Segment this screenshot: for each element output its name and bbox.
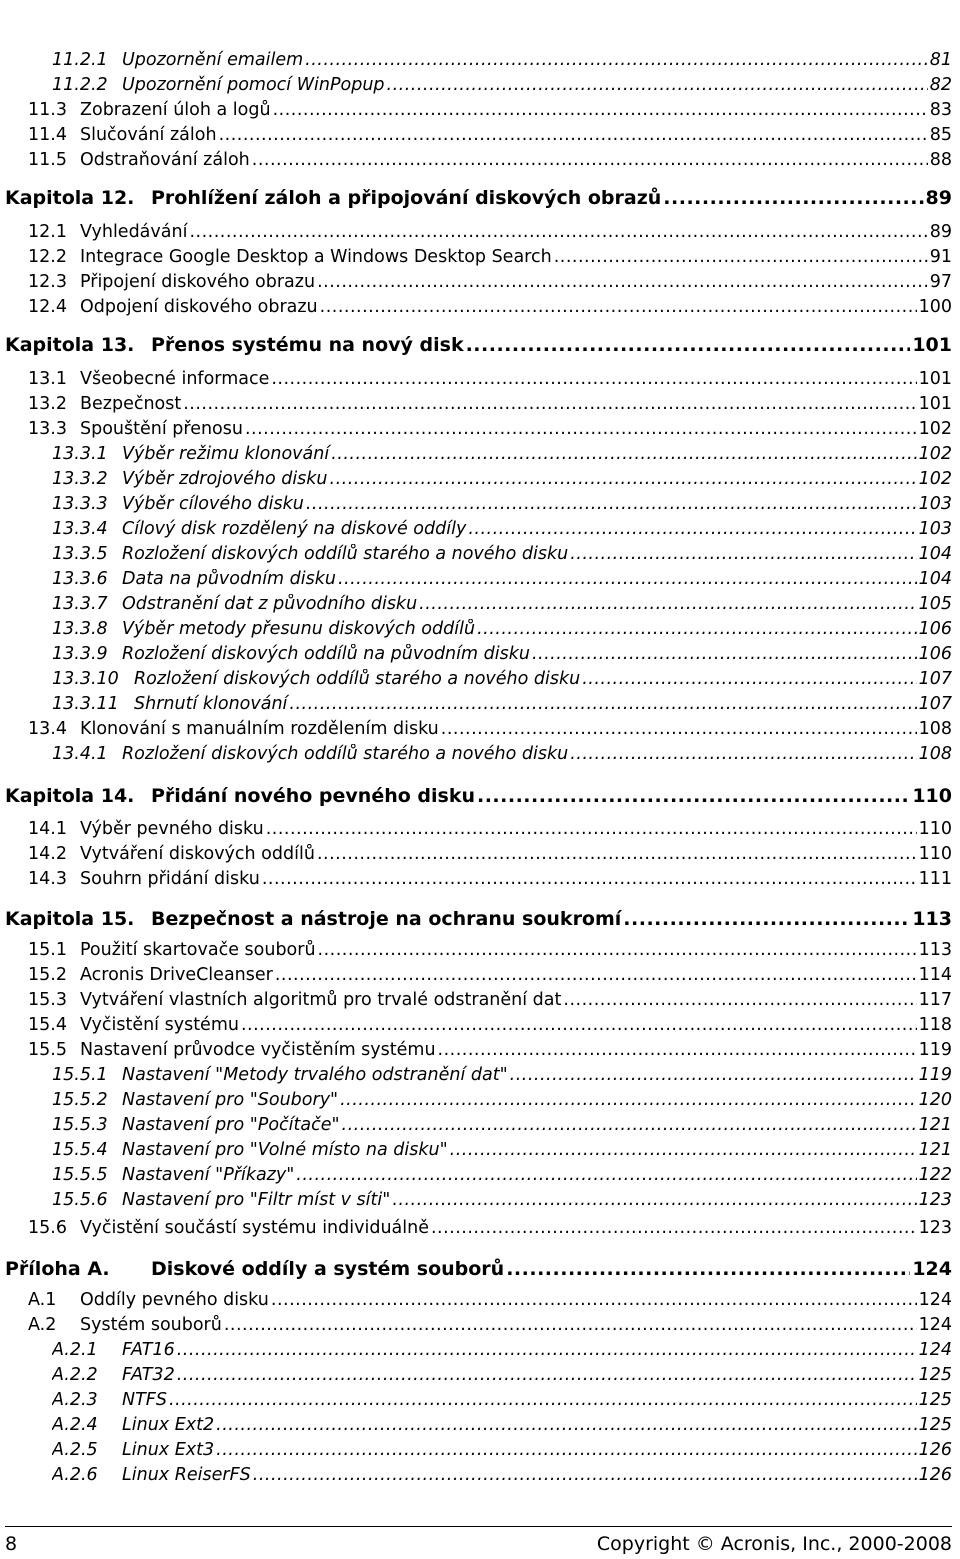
toc-entry-page: 103	[918, 519, 952, 539]
toc-entry-title: Linux Ext3	[122, 1440, 215, 1460]
toc-entry[interactable]	[28, 869, 952, 893]
toc-entry-number: 11.2.2	[52, 75, 108, 95]
toc-entry-title: Odpojení diskového obrazu	[80, 297, 318, 317]
toc-entry[interactable]	[52, 75, 952, 99]
toc-entry[interactable]	[52, 694, 952, 718]
toc-entry-page: 126	[918, 1465, 952, 1485]
toc-entry-page: 117	[918, 990, 952, 1010]
toc-entry-title: Přenos systému na nový disk	[151, 334, 464, 356]
toc-entry-page: 120	[918, 1090, 952, 1110]
toc-dot-leader	[338, 569, 917, 589]
toc-entry[interactable]	[28, 369, 952, 393]
toc-entry[interactable]	[52, 519, 952, 543]
toc-entry-title: Vytváření diskových oddílů	[80, 844, 315, 864]
toc-dot-leader	[623, 908, 910, 930]
toc-entry-number: A.2	[28, 1315, 57, 1335]
toc-entry-title: Prohlížení záloh a připojování diskových obrazů	[151, 187, 662, 209]
toc-dot-leader	[318, 940, 917, 960]
toc-entry-number: 15.6	[28, 1218, 67, 1238]
toc-dot-leader	[275, 965, 917, 985]
toc-entry[interactable]	[52, 444, 952, 468]
toc-entry-title: Odstraňování záloh	[80, 150, 250, 170]
toc-chapter[interactable]	[5, 334, 952, 360]
toc-chapter[interactable]	[5, 908, 952, 934]
toc-entry-page: 101	[918, 369, 952, 389]
toc-entry-number: 15.5	[28, 1040, 67, 1060]
toc-entry-number: 11.4	[28, 125, 67, 145]
toc-entry-title: Rozložení diskových oddílů na původním disku	[122, 644, 530, 664]
toc-entry-number: 13.3.4	[52, 519, 108, 539]
footer-page-number: 8	[5, 1533, 18, 1555]
toc-dot-leader	[169, 1390, 917, 1410]
toc-entry-page: 125	[918, 1390, 952, 1410]
toc-dot-leader	[477, 785, 910, 807]
toc-entry[interactable]	[52, 594, 952, 618]
toc-entry-title: Upozornění emailem	[122, 50, 304, 70]
toc-entry[interactable]	[52, 644, 952, 668]
toc-dot-leader	[450, 1140, 917, 1160]
toc-entry[interactable]	[52, 544, 952, 568]
toc-entry-page: 89	[929, 222, 952, 242]
footer-copyright: Copyright © Acronis, Inc., 2000-2008	[596, 1533, 952, 1555]
toc-dot-leader	[219, 125, 928, 145]
toc-entry-title: Vytváření vlastních algoritmů pro trvalé odstranění dat	[80, 990, 562, 1010]
toc-entry-number: Kapitola 13.	[5, 334, 135, 356]
toc-entry[interactable]	[52, 1415, 952, 1439]
toc-entry-number: 12.1	[28, 222, 67, 242]
toc-entry-number: 12.3	[28, 272, 67, 292]
toc-entry-number: 15.5.3	[52, 1115, 108, 1135]
toc-entry-title: Souhrn přidání disku	[80, 869, 260, 889]
toc-entry[interactable]	[28, 819, 952, 843]
toc-entry-title: Linux ReiserFS	[122, 1465, 251, 1485]
toc-dot-leader	[330, 469, 917, 489]
toc-entry-page: 123	[918, 1218, 952, 1238]
toc-entry[interactable]	[28, 1015, 952, 1039]
toc-dot-leader	[419, 594, 916, 614]
toc-dot-leader	[510, 1065, 917, 1085]
toc-chapter[interactable]	[5, 187, 952, 213]
toc-dot-leader	[570, 744, 916, 764]
toc-dot-leader	[216, 1415, 916, 1435]
toc-entry-number: 15.5.1	[52, 1065, 108, 1085]
toc-entry-number: 13.3.3	[52, 494, 108, 514]
toc-entry-title: Použití skartovače souborů	[80, 940, 316, 960]
toc-entry[interactable]	[28, 100, 952, 124]
toc-entry-title: Vyhledávání	[80, 222, 188, 242]
toc-entry[interactable]	[28, 940, 952, 964]
toc-entry-title: Data na původním disku	[122, 569, 336, 589]
toc-entry-page: 102	[918, 469, 952, 489]
toc-entry-title: Výběr metody přesunu diskových oddílů	[122, 619, 476, 639]
toc-entry-title: Nastavení "Příkazy"	[122, 1165, 295, 1185]
toc-entry-number: 15.3	[28, 990, 67, 1010]
toc-entry-number: 15.5.2	[52, 1090, 108, 1110]
toc-entry-title: Rozložení diskových oddílů starého a nového disku	[122, 544, 569, 564]
toc-entry-number: Kapitola 14.	[5, 785, 135, 807]
toc-entry-number: 14.1	[28, 819, 67, 839]
toc-entry[interactable]	[28, 394, 952, 418]
toc-entry-page: 83	[929, 100, 952, 120]
toc-entry[interactable]	[28, 150, 952, 174]
toc-entry-title: Nastavení "Metody trvalého odstranění dat"	[122, 1065, 508, 1085]
toc-dot-leader	[441, 719, 917, 739]
toc-dot-leader	[466, 334, 911, 356]
toc-entry[interactable]	[28, 125, 952, 149]
toc-entry-title: Výběr režimu klonování	[122, 444, 330, 464]
toc-entry[interactable]	[52, 1140, 952, 1164]
toc-entry-number: 13.3.11	[52, 694, 119, 714]
toc-entry-number: 12.4	[28, 297, 67, 317]
toc-entry-number: 15.1	[28, 940, 67, 960]
toc-dot-leader	[554, 247, 928, 267]
toc-entry[interactable]	[52, 1115, 952, 1139]
toc-entry-title: Bezpečnost	[80, 394, 182, 414]
toc-entry-title: Slučování záloh	[80, 125, 217, 145]
toc-entry-page: 89	[925, 187, 952, 209]
toc-entry-number: 15.5.5	[52, 1165, 108, 1185]
toc-dot-leader	[273, 100, 928, 120]
toc-entry-title: Cílový disk rozdělený na diskové oddíly	[122, 519, 467, 539]
toc-entry-page: 91	[929, 247, 952, 267]
toc-dot-leader	[262, 869, 917, 889]
toc-entry[interactable]	[52, 1390, 952, 1414]
toc-entry-page: 124	[918, 1290, 952, 1310]
toc-entry[interactable]	[52, 1465, 952, 1489]
toc-entry-page: 121	[918, 1140, 952, 1160]
toc-entry-page: 82	[929, 75, 952, 95]
toc-entry[interactable]	[52, 1190, 952, 1214]
toc-dot-leader	[438, 1040, 917, 1060]
toc-entry-page: 106	[918, 644, 952, 664]
toc-entry[interactable]	[28, 222, 952, 246]
toc-entry[interactable]	[28, 1290, 952, 1314]
toc-entry-number: Příloha A.	[5, 1258, 110, 1280]
toc-dot-leader	[177, 1365, 917, 1385]
toc-entry-number: 11.2.1	[52, 50, 108, 70]
toc-entry[interactable]	[52, 744, 952, 768]
toc-entry[interactable]	[52, 1165, 952, 1189]
toc-dot-leader	[245, 419, 917, 439]
toc-dot-leader	[387, 75, 928, 95]
toc-entry-title: Výběr cílového disku	[122, 494, 304, 514]
toc-entry-page: 121	[918, 1115, 952, 1135]
toc-entry[interactable]	[28, 272, 952, 296]
toc-entry-number: 14.3	[28, 869, 67, 889]
toc-entry-page: 85	[929, 125, 952, 145]
toc-entry-number: 13.3.1	[52, 444, 108, 464]
toc-entry-number: 13.2	[28, 394, 67, 414]
toc-entry-title: Nastavení pro "Počítače"	[122, 1115, 340, 1135]
toc-dot-leader	[224, 1315, 917, 1335]
toc-entry[interactable]	[52, 494, 952, 518]
toc-entry-page: 125	[918, 1365, 952, 1385]
toc-entry-number: 11.5	[28, 150, 67, 170]
toc-dot-leader	[331, 444, 916, 464]
toc-dot-leader	[582, 669, 916, 689]
toc-dot-leader	[271, 369, 916, 389]
toc-entry-number: A.2.6	[52, 1465, 98, 1485]
toc-entry-page: 104	[918, 569, 952, 589]
toc-entry-number: A.2.5	[52, 1440, 98, 1460]
toc-entry[interactable]	[28, 297, 952, 321]
toc-entry-number: 13.3.5	[52, 544, 108, 564]
toc-entry-page: 119	[918, 1040, 952, 1060]
toc-dot-leader	[252, 150, 928, 170]
toc-entry-number: 15.2	[28, 965, 67, 985]
toc-entry-page: 110	[918, 844, 952, 864]
toc-entry-page: 119	[918, 1065, 952, 1085]
toc-entry[interactable]	[52, 1340, 952, 1364]
toc-entry-number: A.2.1	[52, 1340, 98, 1360]
toc-entry-page: 105	[918, 594, 952, 614]
toc-dot-leader	[216, 1440, 916, 1460]
page-footer	[5, 1526, 952, 1559]
toc-dot-leader	[317, 844, 917, 864]
toc-entry-title: Upozornění pomocí WinPopup	[122, 75, 385, 95]
toc-entry-title: Odstranění dat z původního disku	[122, 594, 418, 614]
toc-entry-page: 118	[918, 1015, 952, 1035]
toc-entry-title: Rozložení diskových oddílů starého a nového disku	[122, 744, 569, 764]
toc-entry-number: 13.1	[28, 369, 67, 389]
toc-entry[interactable]	[28, 965, 952, 989]
toc-entry-title: Přidání nového pevného disku	[151, 785, 475, 807]
toc-dot-leader	[340, 1090, 916, 1110]
toc-dot-leader	[320, 297, 917, 317]
toc-entry-number: 15.5.6	[52, 1190, 108, 1210]
toc-entry-page: 108	[918, 744, 952, 764]
toc-entry[interactable]	[28, 1218, 952, 1242]
toc-entry-page: 102	[918, 419, 952, 439]
toc-entry-title: FAT32	[122, 1365, 175, 1385]
toc-entry-page: 125	[918, 1415, 952, 1435]
toc-entry-title: Nastavení pro "Volné místo na disku"	[122, 1140, 448, 1160]
toc-entry-number: Kapitola 12.	[5, 187, 135, 209]
toc-entry-title: Výběr pevného disku	[80, 819, 264, 839]
toc-entry-title: NTFS	[122, 1390, 167, 1410]
toc-entry-page: 124	[918, 1315, 952, 1335]
toc-entry-page: 108	[918, 719, 952, 739]
toc-entry-title: Nastavení průvodce vyčistěním systému	[80, 1040, 436, 1060]
toc-dot-leader	[189, 222, 927, 242]
toc-entry[interactable]	[52, 619, 952, 643]
toc-entry-page: 101	[912, 334, 952, 356]
toc-entry-number: 12.2	[28, 247, 67, 267]
toc-entry-page: 88	[929, 150, 952, 170]
toc-entry-number: 13.3.2	[52, 469, 108, 489]
toc-entry-number: A.2.4	[52, 1415, 98, 1435]
toc-entry[interactable]	[52, 50, 952, 74]
toc-entry-title: Klonování s manuálním rozdělením disku	[80, 719, 439, 739]
toc-entry-page: 124	[918, 1340, 952, 1360]
toc-entry[interactable]	[52, 1065, 952, 1089]
toc-entry-number: 14.2	[28, 844, 67, 864]
toc-entry-number: 13.3.8	[52, 619, 108, 639]
toc-entry-page: 111	[918, 869, 952, 889]
toc-entry-title: Diskové oddíly a systém souborů	[151, 1258, 505, 1280]
toc-dot-leader	[477, 619, 917, 639]
toc-entry-number: A.1	[28, 1290, 57, 1310]
toc-dot-leader	[296, 1165, 916, 1185]
toc-dot-leader	[317, 272, 928, 292]
toc-entry-page: 104	[918, 544, 952, 564]
toc-entry-title: Systém souborů	[80, 1315, 222, 1335]
toc-entry-number: A.2.3	[52, 1390, 98, 1410]
toc-entry-page: 110	[918, 819, 952, 839]
toc-entry-number: 15.4	[28, 1015, 67, 1035]
toc-dot-leader	[177, 1340, 917, 1360]
toc-entry-number: 13.4.1	[52, 744, 108, 764]
toc-entry-page: 107	[918, 669, 952, 689]
toc-entry[interactable]	[52, 669, 952, 693]
toc-entry-number: 13.3.7	[52, 594, 108, 614]
toc-dot-leader	[253, 1465, 917, 1485]
toc-entry-title: Bezpečnost a nástroje na ochranu soukromí	[151, 908, 622, 930]
toc-entry-number: 13.3.9	[52, 644, 108, 664]
toc-dot-leader	[570, 544, 916, 564]
toc-dot-leader	[468, 519, 916, 539]
toc-entry-page: 103	[918, 494, 952, 514]
toc-entry-page: 114	[918, 965, 952, 985]
toc-entry[interactable]	[28, 1040, 952, 1064]
toc-dot-leader	[663, 187, 923, 209]
toc-dot-leader	[392, 1190, 916, 1210]
toc-entry-title: Linux Ext2	[122, 1415, 215, 1435]
toc-entry-page: 97	[929, 272, 952, 292]
toc-entry-page: 100	[918, 297, 952, 317]
toc-entry-title: Všeobecné informace	[80, 369, 270, 389]
toc-entry[interactable]	[28, 990, 952, 1014]
toc-entry-number: 13.4	[28, 719, 67, 739]
toc-dot-leader	[241, 1015, 917, 1035]
toc-entry-number: Kapitola 15.	[5, 908, 135, 930]
toc-entry-number: A.2.2	[52, 1365, 98, 1385]
toc-entry-title: Rozložení diskových oddílů starého a nového disku	[134, 669, 581, 689]
toc-entry-page: 124	[912, 1258, 952, 1280]
toc-entry-title: Shrnutí klonování	[134, 694, 288, 714]
toc-entry-number: 15.5.4	[52, 1140, 108, 1160]
toc-entry-page: 81	[929, 50, 952, 70]
toc-entry-page: 110	[912, 785, 952, 807]
toc-entry-title: Nastavení pro "Soubory"	[122, 1090, 339, 1110]
toc-entry-number: 13.3.10	[52, 669, 119, 689]
toc-entry[interactable]	[28, 719, 952, 743]
toc-dot-leader	[305, 50, 928, 70]
toc-entry-title: Výběr zdrojového disku	[122, 469, 328, 489]
toc-entry-title: Oddíly pevného disku	[80, 1290, 269, 1310]
toc-dot-leader	[532, 644, 917, 664]
toc-entry[interactable]	[28, 1315, 952, 1339]
toc-entry-page: 122	[918, 1165, 952, 1185]
toc-entry-title: Vyčistění součástí systému individuálně	[80, 1218, 429, 1238]
toc-dot-leader	[563, 990, 916, 1010]
toc-entry-page: 113	[912, 908, 952, 930]
toc-entry[interactable]	[52, 569, 952, 593]
toc-entry[interactable]	[52, 469, 952, 493]
toc-entry[interactable]	[28, 419, 952, 443]
toc-entry-title: Acronis DriveCleanser	[80, 965, 273, 985]
toc-entry-number: 11.3	[28, 100, 67, 120]
toc-entry[interactable]	[52, 1090, 952, 1114]
toc-chapter[interactable]	[5, 1258, 952, 1284]
toc-entry[interactable]	[28, 247, 952, 271]
toc-dot-leader	[266, 819, 917, 839]
toc-entry-title: Integrace Google Desktop a Windows Desktop Search	[80, 247, 552, 267]
toc-entry-page: 107	[918, 694, 952, 714]
toc-dot-leader	[506, 1258, 910, 1280]
toc-entry-page: 102	[918, 444, 952, 464]
toc-entry-title: Nastavení pro "Filtr míst v síti"	[122, 1190, 391, 1210]
toc-entry-page: 106	[918, 619, 952, 639]
toc-dot-leader	[306, 494, 917, 514]
toc-dot-leader	[183, 394, 916, 414]
toc-entry-title: Vyčistění systému	[80, 1015, 239, 1035]
toc-entry-page: 123	[918, 1190, 952, 1210]
toc-entry-page: 113	[918, 940, 952, 960]
toc-dot-leader	[271, 1290, 917, 1310]
toc-dot-leader	[431, 1218, 917, 1238]
toc-entry-title: Spouštění přenosu	[80, 419, 243, 439]
toc-entry-page: 126	[918, 1440, 952, 1460]
toc-entry-number: 13.3	[28, 419, 67, 439]
toc-entry[interactable]	[28, 844, 952, 868]
toc-dot-leader	[289, 694, 916, 714]
toc-entry[interactable]	[52, 1440, 952, 1464]
toc-entry-page: 101	[918, 394, 952, 414]
toc-entry-title: Zobrazení úloh a logů	[80, 100, 271, 120]
toc-chapter[interactable]	[5, 785, 952, 811]
toc-entry-title: Připojení diskového obrazu	[80, 272, 316, 292]
toc-entry-title: FAT16	[122, 1340, 175, 1360]
toc-entry-number: 13.3.6	[52, 569, 108, 589]
toc-entry[interactable]	[52, 1365, 952, 1389]
toc-dot-leader	[342, 1115, 917, 1135]
